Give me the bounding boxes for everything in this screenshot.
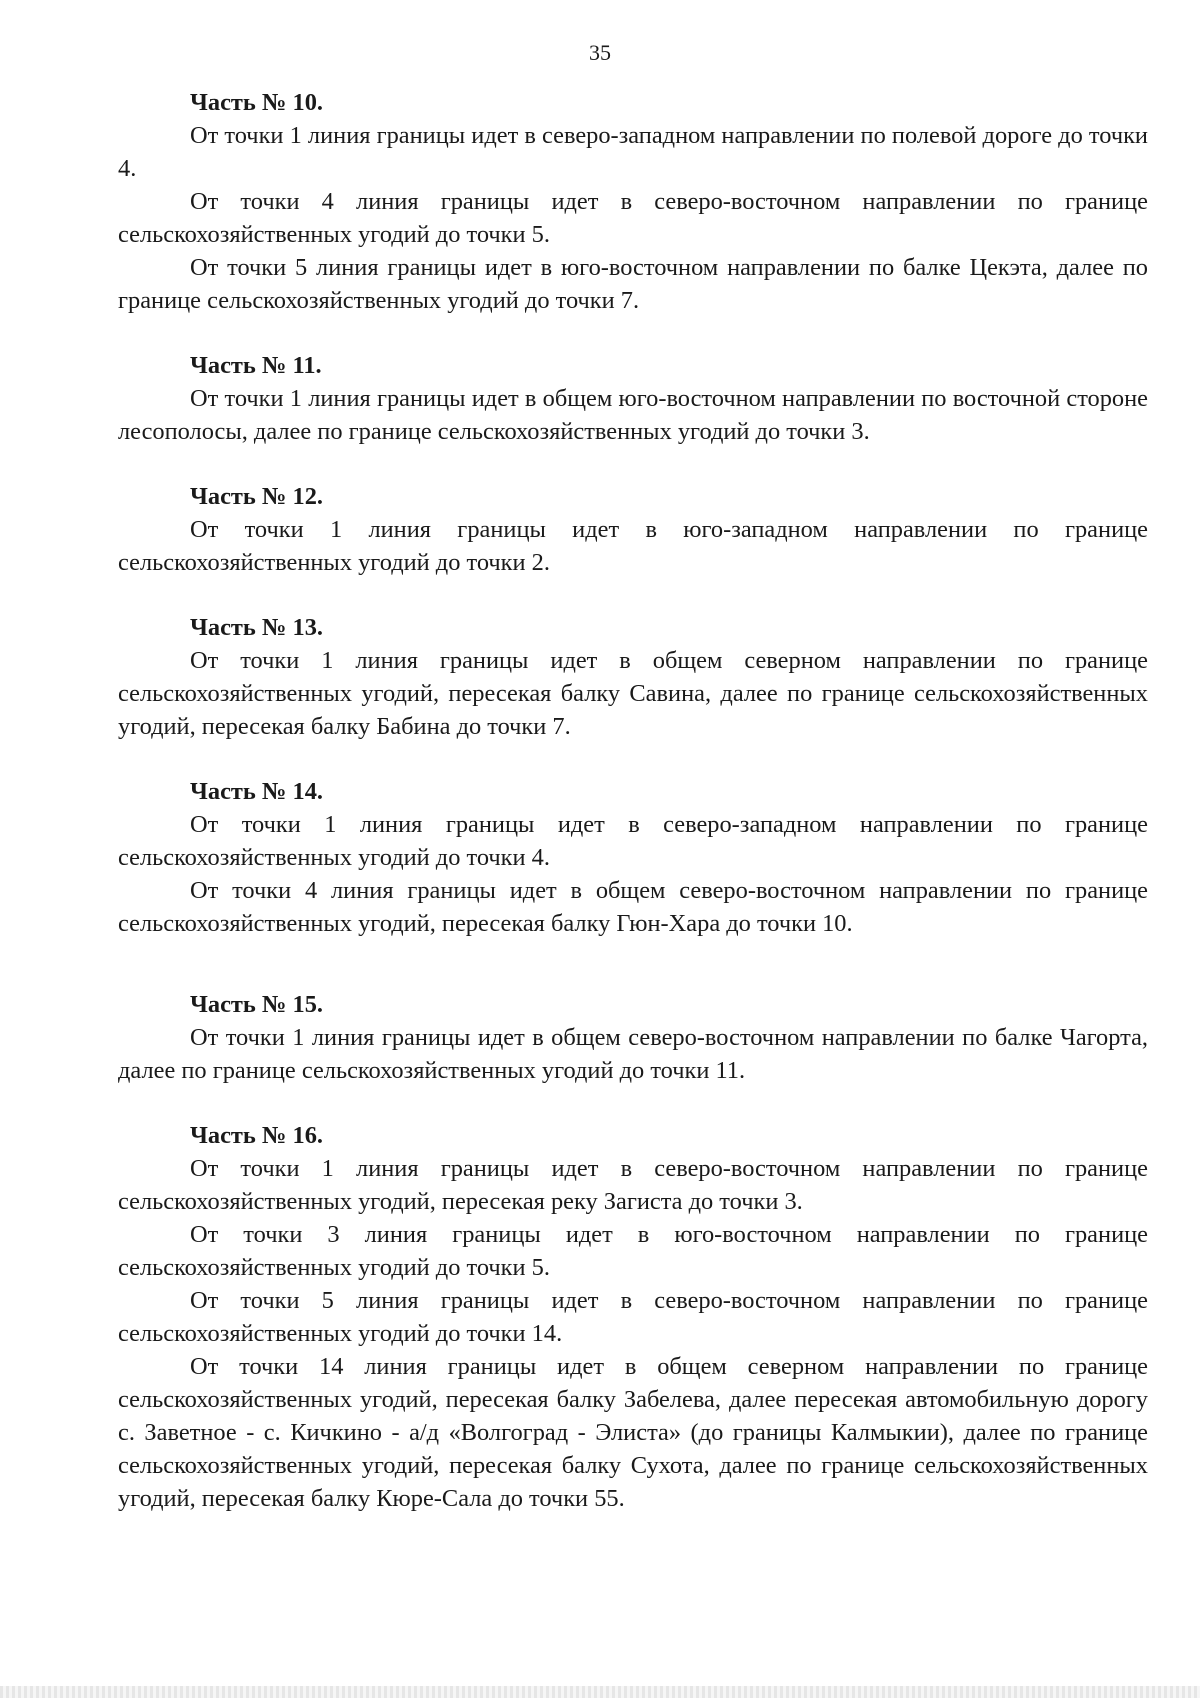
- section-heading: Часть № 16.: [190, 1122, 323, 1149]
- scan-edge-strip: [0, 1686, 1200, 1698]
- paragraph: От точки 3 линия границы идет в юго-восточном направлении по границе сельскохозяйственных угодий до точки 5.: [118, 1221, 1148, 1281]
- section-heading: Часть № 15.: [190, 991, 323, 1018]
- section-heading: Часть № 11.: [190, 352, 322, 379]
- paragraph: От точки 1 линия границы идет в юго-западном направлении по границе сельскохозяйственных угодий до точки 2.: [118, 516, 1148, 576]
- paragraph: От точки 1 линия границы идет в северо-западном направлении по полевой дороге до точки 4.: [118, 122, 1148, 182]
- paragraph: От точки 4 линия границы идет в общем северо-восточном направлении по границе сельскохозяйственных угодий, пересекая балку Гюн-Хара до точки 10.: [118, 877, 1148, 937]
- section-part-11: [118, 349, 1148, 448]
- paragraph: От точки 14 линия границы идет в общем северном направлении по границе сельскохозяйственных угодий, пересекая балку Забелева, далее пересекая автомобильную дорогу с. Заветное - с. Кичкино - а/д «Волгоград - Элиста» (до границы Калмыкии), далее по границе сельскохозяйственных угодий, пересекая балку Сухота, далее по границе сельскохозяйственных угодий, пересекая балку Кюре-Сала до точки 55.: [118, 1353, 1148, 1512]
- paragraph: От точки 1 линия границы идет в общем северо-восточном направлении по балке Чагорта, далее по границе сельскохозяйственных угодий до точки 11.: [118, 1024, 1148, 1084]
- section-part-10: [118, 86, 1148, 317]
- section-heading: Часть № 14.: [190, 778, 323, 805]
- section-part-16: [118, 1119, 1148, 1515]
- paragraph: От точки 1 линия границы идет в северо-восточном направлении по границе сельскохозяйственных угодий, пересекая реку Загиста до точки 3.: [118, 1155, 1148, 1215]
- section-part-12: [118, 480, 1148, 579]
- document-body: [118, 86, 1148, 1547]
- section-part-15: [118, 988, 1148, 1087]
- paragraph: От точки 1 линия границы идет в общем северном направлении по границе сельскохозяйственных угодий, пересекая балку Савина, далее по границе сельскохозяйственных угодий, пересекая балку Бабина до точки 7.: [118, 647, 1148, 740]
- paragraph: От точки 4 линия границы идет в северо-восточном направлении по границе сельскохозяйственных угодий до точки 5.: [118, 188, 1148, 248]
- paragraph: От точки 5 линия границы идет в северо-восточном направлении по границе сельскохозяйственных угодий до точки 14.: [118, 1287, 1148, 1347]
- section-heading: Часть № 13.: [190, 614, 323, 641]
- section-part-14: [118, 775, 1148, 940]
- page-number: 35: [589, 40, 611, 65]
- paragraph: От точки 5 линия границы идет в юго-восточном направлении по балке Цекэта, далее по границе сельскохозяйственных угодий до точки 7.: [118, 254, 1148, 314]
- paragraph: От точки 1 линия границы идет в северо-западном направлении по границе сельскохозяйственных угодий до точки 4.: [118, 811, 1148, 871]
- section-part-13: [118, 611, 1148, 743]
- paragraph: От точки 1 линия границы идет в общем юго-восточном направлении по восточной стороне лесополосы, далее по границе сельскохозяйственных угодий до точки 3.: [118, 385, 1148, 445]
- section-heading: Часть № 12.: [190, 483, 323, 510]
- section-heading: Часть № 10.: [190, 89, 323, 116]
